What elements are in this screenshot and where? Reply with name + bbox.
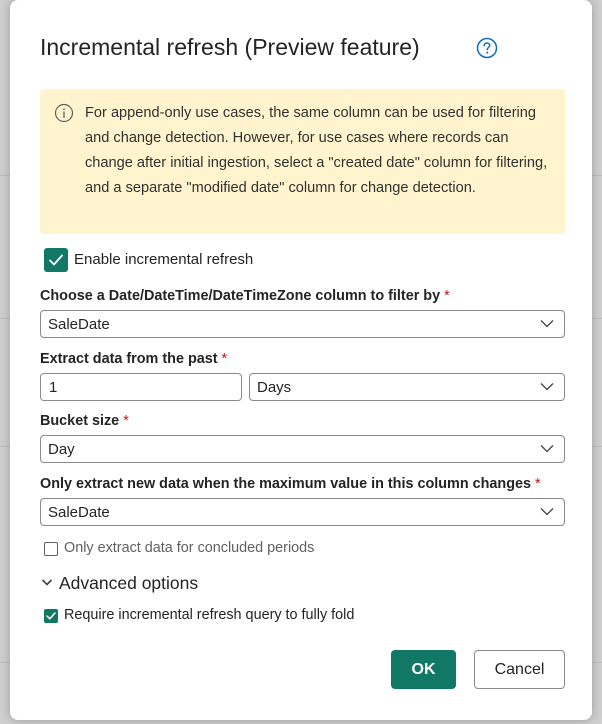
change-column-value: SaleDate: [48, 504, 110, 521]
bucket-size-label: [40, 413, 129, 429]
chevron-down-icon: [540, 444, 554, 453]
info-message: For append-only use cases, the same column can be used for filtering and change detection. However, for use cases where records can change after initial ingestion, select a "created date" column for filtering, and a separate "modified date" column for change detection.: [85, 105, 548, 196]
extract-past-unit-value: Days: [257, 379, 292, 396]
bucket-size-dropdown[interactable]: [40, 435, 565, 463]
cancel-button[interactable]: Cancel: [474, 650, 565, 689]
require-fold-checkbox[interactable]: [44, 609, 58, 623]
checkmark-icon: [46, 612, 56, 620]
help-icon[interactable]: [476, 37, 498, 59]
enable-incremental-refresh-checkbox[interactable]: [44, 248, 68, 272]
require-fold-label[interactable]: Require incremental refresh query to fully fold: [64, 607, 355, 623]
required-marker: *: [535, 476, 541, 492]
bucket-size-value: Day: [48, 441, 75, 458]
chevron-down-icon: [540, 507, 554, 516]
info-banner: [40, 89, 565, 234]
ok-button[interactable]: OK: [391, 650, 456, 689]
concluded-periods-label[interactable]: Only extract data for concluded periods: [64, 540, 315, 556]
change-column-label: [40, 476, 541, 492]
chevron-down-icon: [540, 319, 554, 328]
extract-past-label-text: Extract data from the past: [40, 351, 218, 367]
required-marker: *: [444, 288, 450, 304]
info-icon: [54, 103, 74, 123]
checkmark-icon: [48, 253, 64, 267]
filter-column-label-text: Choose a Date/DateTime/DateTimeZone column to filter by: [40, 288, 441, 304]
advanced-options-chevron-icon[interactable]: [41, 578, 53, 587]
change-column-dropdown[interactable]: [40, 498, 565, 526]
incremental-refresh-dialog: [10, 0, 592, 720]
required-marker: *: [123, 413, 129, 429]
filter-column-value: SaleDate: [48, 316, 110, 333]
advanced-options-toggle[interactable]: Advanced options: [59, 573, 199, 593]
bucket-size-label-text: Bucket size: [40, 413, 120, 429]
extract-past-label: [40, 351, 227, 367]
filter-column-dropdown[interactable]: [40, 310, 565, 338]
extract-past-number-input[interactable]: [40, 373, 242, 401]
required-marker: *: [221, 351, 228, 367]
concluded-periods-checkbox[interactable]: [44, 542, 58, 556]
extract-past-number-value: 1: [49, 379, 58, 396]
chevron-down-icon: [540, 382, 554, 391]
filter-column-label: [40, 288, 450, 304]
extract-past-unit-dropdown[interactable]: [249, 373, 565, 401]
enable-incremental-refresh-label[interactable]: Enable incremental refresh: [74, 251, 254, 268]
dialog-title: Incremental refresh (Preview feature): [40, 34, 420, 60]
change-column-label-text: Only extract new data when the maximum value in this column changes: [40, 476, 532, 492]
